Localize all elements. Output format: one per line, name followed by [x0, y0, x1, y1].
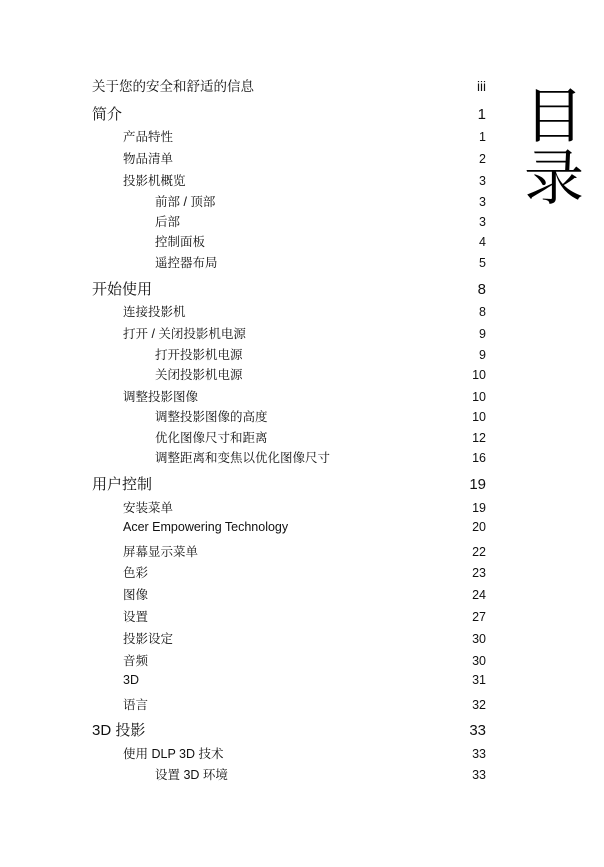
toc-entry-title: 投影设定	[123, 632, 174, 646]
toc-section-row[interactable]	[155, 345, 486, 363]
toc-section-row[interactable]	[155, 407, 486, 425]
toc-section-row[interactable]	[123, 149, 486, 167]
toc-section-row[interactable]	[155, 365, 486, 383]
toc-entry-page: 19	[472, 501, 486, 515]
toc-entry-page: 8	[479, 305, 486, 319]
toc-section-row[interactable]	[155, 212, 486, 230]
toc-entry-title: 投影机概览	[123, 174, 186, 188]
toc-section-row[interactable]	[123, 744, 486, 762]
toc-entry-page: 3	[479, 215, 486, 229]
toc-entry-title: 后部	[155, 215, 181, 229]
toc-entry-title: 调整投影图像	[123, 390, 199, 404]
toc-section-row[interactable]	[123, 520, 486, 534]
toc-section-row[interactable]	[155, 253, 486, 271]
toc-section-row[interactable]	[123, 585, 486, 603]
toc-entry-title: 前部 / 顶部	[155, 195, 216, 209]
toc-entry-title: 打开 / 关闭投影机电源	[123, 327, 246, 341]
toc-entry-page: 2	[479, 152, 486, 166]
toc-entry-title: 开始使用	[92, 281, 153, 298]
toc-entry-page: 12	[472, 431, 486, 445]
toc-section-row[interactable]	[123, 387, 486, 405]
toc-section-row[interactable]	[123, 324, 486, 342]
toc-section-row[interactable]	[155, 448, 486, 466]
toc-entry-page: 16	[472, 451, 486, 465]
toc-entry-title: 屏幕显示菜单	[123, 545, 199, 559]
toc-section-row[interactable]	[123, 673, 486, 687]
toc-section-row[interactable]	[123, 498, 486, 516]
toc-entry-title: 用户控制	[92, 476, 153, 493]
toc-entry-page: 20	[472, 520, 486, 534]
toc-entry-page: 31	[472, 673, 486, 687]
toc-entry-title: 色彩	[123, 566, 149, 580]
toc-entry-page: 9	[479, 348, 486, 362]
toc-entry-title: 控制面板	[155, 235, 206, 249]
toc-entry-page: 4	[479, 235, 486, 249]
toc-entry-title: 调整投影图像的高度	[155, 410, 268, 424]
toc-entry-page: 9	[479, 327, 486, 341]
toc-entry-page: 10	[472, 390, 486, 404]
toc-section-row[interactable]	[155, 192, 486, 210]
toc-entry-title: Acer Empowering Technology	[123, 520, 289, 534]
toc-section-row[interactable]	[123, 607, 486, 625]
toc-entry-page: 19	[469, 476, 486, 493]
toc-section-row[interactable]	[123, 542, 486, 560]
toc-entry-title: 调整距离和变焦以优化图像尺寸	[155, 451, 331, 465]
toc-entry-page: 33	[469, 722, 486, 739]
toc-entry-title: 3D	[123, 673, 139, 687]
toc-entry-title: 连接投影机	[123, 305, 186, 319]
toc-entry-title: 语言	[123, 698, 149, 712]
toc-entry-title: 图像	[123, 588, 149, 602]
toc-entry-page: 27	[472, 610, 486, 624]
toc-entry-page: 10	[472, 368, 486, 382]
toc-entry-page: iii	[477, 79, 486, 94]
toc-entry-page: 32	[472, 698, 486, 712]
toc-section-row[interactable]	[155, 765, 486, 783]
toc-entry-page: 1	[479, 130, 486, 144]
toc-section-row[interactable]	[123, 302, 486, 320]
toc-entry-page: 33	[472, 768, 486, 782]
toc-entry-page: 23	[472, 566, 486, 580]
toc-section-row[interactable]	[155, 232, 486, 250]
toc-entry-title: 音频	[123, 654, 149, 668]
toc-chapter-row[interactable]	[92, 103, 486, 124]
toc-entry-title: 设置 3D 环境	[155, 768, 228, 782]
toc-entry-title: 物品清单	[123, 152, 174, 166]
toc-entry-page: 3	[479, 174, 486, 188]
toc-chapter-row[interactable]	[92, 278, 486, 299]
toc-entry-title: 简介	[92, 106, 123, 123]
toc-chapter-row[interactable]	[92, 719, 486, 740]
toc-entry-page: 1	[477, 106, 486, 123]
toc-entry-title: 关闭投影机电源	[155, 368, 243, 382]
toc-entry-title: 遥控器布局	[155, 256, 218, 270]
toc-entry-page: 3	[479, 195, 486, 209]
toc-section-row[interactable]	[123, 563, 486, 581]
toc-section-row[interactable]	[123, 695, 486, 713]
toc-entry-title: 产品特性	[123, 130, 174, 144]
toc-entry-page: 10	[472, 410, 486, 424]
toc-entry-title: 关于您的安全和舒适的信息	[92, 79, 254, 94]
toc-chapter-row[interactable]	[92, 75, 486, 95]
toc-section-row[interactable]	[123, 127, 486, 145]
toc-entry-title: 设置	[123, 610, 149, 624]
toc-section-row[interactable]	[123, 651, 486, 669]
toc-entry-title: 打开投影机电源	[155, 348, 243, 362]
toc-entry-page: 5	[479, 256, 486, 270]
toc-entry-page: 8	[477, 281, 486, 298]
toc-section-row[interactable]	[123, 171, 486, 189]
toc-entry-title: 3D 投影	[92, 722, 146, 739]
toc-entry-page: 33	[472, 747, 486, 761]
toc-chapter-row[interactable]	[92, 473, 486, 494]
toc-entry-page: 30	[472, 654, 486, 668]
toc-entry-title: 安装菜单	[123, 501, 174, 515]
toc-section-row[interactable]	[123, 629, 486, 647]
toc-entry-page: 24	[472, 588, 486, 602]
toc-heading-char-1: 目	[524, 82, 584, 152]
toc-entry-page: 22	[472, 545, 486, 559]
toc-entry-page: 30	[472, 632, 486, 646]
toc-section-row[interactable]	[155, 428, 486, 446]
toc-entry-title: 优化图像尺寸和距离	[155, 431, 268, 445]
toc-entry-title: 使用 DLP 3D 技术	[123, 747, 224, 761]
toc-heading-char-2: 录	[524, 144, 584, 214]
